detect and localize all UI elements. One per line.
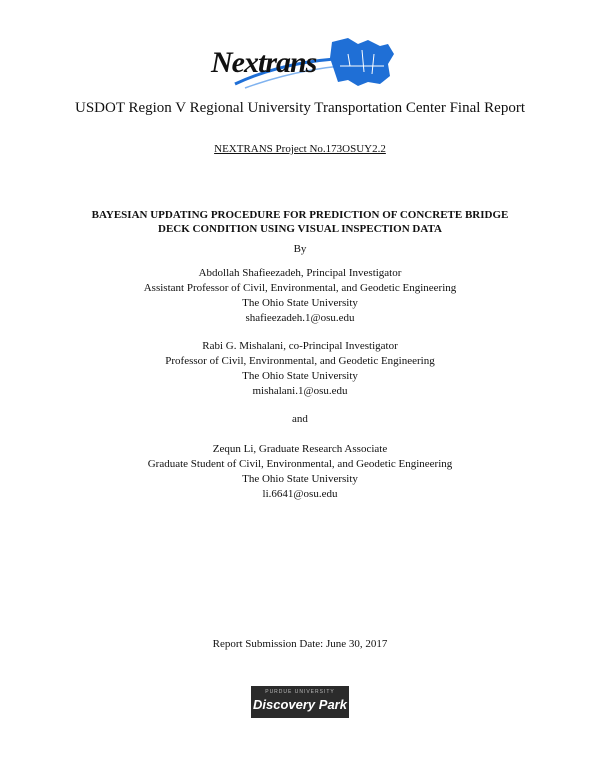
document-title-line-2: DECK CONDITION USING VISUAL INSPECTION DATA — [158, 223, 442, 235]
author-name: Zequn Li, Graduate Research Associate — [212, 443, 388, 455]
author-email: shafieezadeh.1@osu.edu — [245, 312, 355, 324]
author-name: Rabi G. Mishalani, co-Principal Investigator — [202, 340, 398, 352]
author-position: Graduate Student of Civil, Environmental, and Geodetic Engineering — [147, 458, 453, 470]
author-affiliation: The Ohio State University — [242, 473, 358, 485]
project-number: NEXTRANS Project No.173OSUY2.2 — [214, 143, 386, 155]
author-affiliation: The Ohio State University — [242, 370, 358, 382]
author-block — [0, 339, 600, 399]
document-title-line-1: BAYESIAN UPDATING PROCEDURE FOR PREDICTION OF CONCRETE BRIDGE — [91, 209, 509, 221]
author-block — [0, 266, 600, 326]
discovery-park-label: Discovery Park — [253, 697, 347, 712]
author-position: Assistant Professor of Civil, Environmental, and Geodetic Engineering — [143, 282, 457, 294]
purdue-label: PURDUE UNIVERSITY — [265, 689, 335, 695]
author-affiliation: The Ohio State University — [242, 297, 358, 309]
author-position: Professor of Civil, Environmental, and Geodetic Engineering — [165, 355, 435, 367]
by-label: By — [293, 243, 307, 255]
author-email: li.6641@osu.edu — [262, 488, 338, 500]
author-block — [0, 442, 600, 502]
discovery-park-logo — [251, 686, 349, 718]
author-name: Abdollah Shafieezadeh, Principal Investigator — [198, 267, 402, 279]
submission-date: Report Submission Date: June 30, 2017 — [212, 638, 388, 650]
author-email: mishalani.1@osu.edu — [252, 385, 348, 397]
report-title: USDOT Region V Regional University Transportation Center Final Report — [75, 100, 525, 116]
logo-wordmark: Nextrans — [211, 46, 317, 79]
nextrans-logo — [205, 36, 400, 94]
document-title — [0, 208, 600, 236]
and-label: and — [292, 413, 308, 425]
great-lakes-map-icon — [328, 36, 398, 88]
